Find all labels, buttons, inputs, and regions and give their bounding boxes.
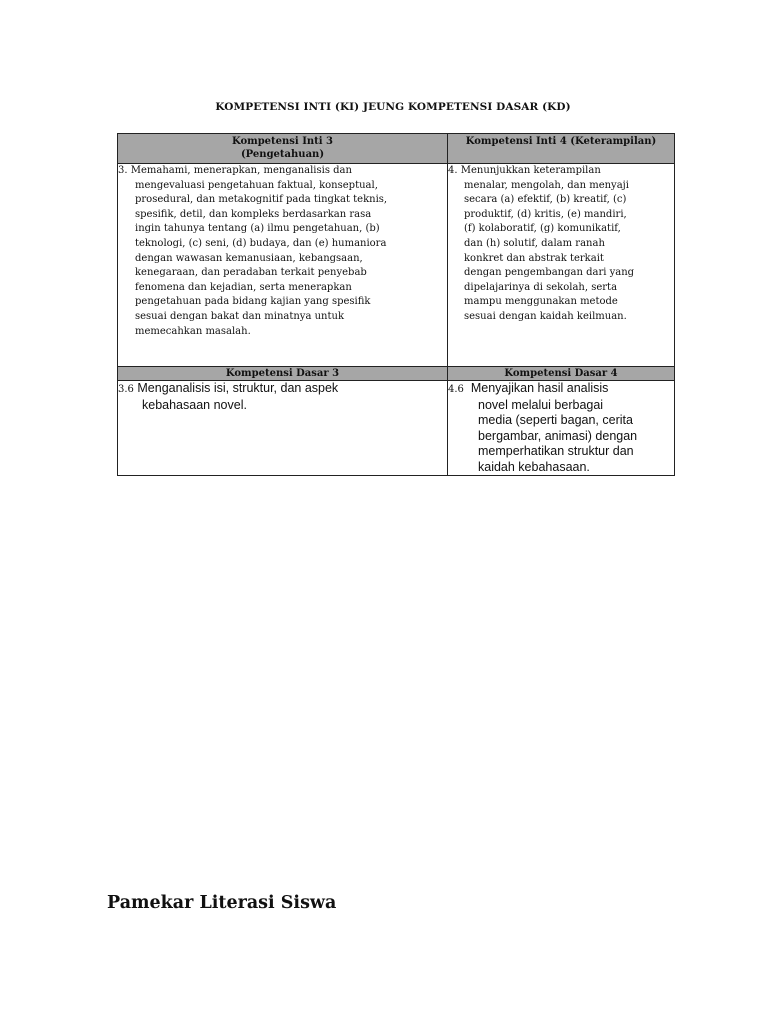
ki4-header xyxy=(448,134,675,164)
ki3-line: ingin tahunya tentang (a) ilmu pengetahuan, (b) xyxy=(135,223,380,235)
kd3-line: kebahasaan novel. xyxy=(142,397,247,412)
kd4-description xyxy=(448,381,675,476)
ki4-line: 4. Menunjukkan keterampilan xyxy=(448,165,601,176)
ki4-line: mampu menggunakan metode xyxy=(464,296,618,308)
ki3-line: teknologi, (c) seni, (d) budaya, dan (e) humaniora xyxy=(135,237,387,249)
ki3-header-line-1: Kompetensi Inti 3 xyxy=(231,136,334,147)
document-title: KOMPETENSI INTI (KI) JEUNG KOMPETENSI DASAR (KD) xyxy=(215,101,571,113)
ki3-line: 3. Memahami, menerapkan, menganalisis dan xyxy=(118,165,352,176)
ki4-line: produktif, (d) kritis, (e) mandiri, xyxy=(464,208,627,220)
kd3-number: 3.6 xyxy=(118,384,134,395)
kd4-header: Kompetensi Dasar 4 xyxy=(448,367,675,381)
ki3-line: sesuai dengan bakat dan minatnya untuk xyxy=(135,310,344,322)
ki3-line: pengetahuan pada bidang kajian yang spesifik xyxy=(135,296,371,308)
ki3-line: prosedural, dan metakognitif pada tingkat teknis, xyxy=(135,194,388,206)
ki3-header xyxy=(118,134,448,164)
ki3-line: kenegaraan, dan peradaban terkait penyebab xyxy=(135,267,367,279)
kd4-line: memperhatikan struktur dan xyxy=(478,444,634,458)
ki4-line: (f) kolaboratif, (g) komunikatif, xyxy=(464,223,621,235)
ki3-line: fenomena dan kejadian, serta menerapkan xyxy=(135,281,352,293)
ki4-header-text: Kompetensi Inti 4 (Keterampilan) xyxy=(465,136,657,147)
ki4-line: secara (a) efektif, (b) kreatif, (c) xyxy=(464,194,627,206)
ki-body-row xyxy=(118,164,675,367)
competency-table xyxy=(117,133,675,476)
section-heading: Pamekar Literasi Siswa xyxy=(107,893,337,913)
kd-header-row xyxy=(118,367,675,381)
kd4-line: bergambar, animasi) dengan xyxy=(478,428,638,443)
ki3-line: spesifik, detil, dan kompleks berdasarkan rasa xyxy=(135,208,372,220)
ki3-line: memecahkan masalah. xyxy=(135,325,251,337)
kd3-description xyxy=(118,381,448,476)
kd4-line: media (seperti bagan, cerita xyxy=(478,413,633,427)
ki4-line: menalar, mengolah, dan menyaji xyxy=(464,179,629,191)
ki3-description xyxy=(118,164,448,367)
kd3-header: Kompetensi Dasar 3 xyxy=(118,367,448,381)
ki-header-row xyxy=(118,134,675,164)
kd3-line: Menganalisis isi, struktur, dan aspek xyxy=(137,381,339,395)
ki4-description xyxy=(448,164,675,367)
ki4-line: konkret dan abstrak terkait xyxy=(464,252,604,264)
ki4-line: dan (h) solutif, dalam ranah xyxy=(464,237,605,249)
ki3-line: mengevaluasi pengetahuan faktual, konseptual, xyxy=(135,179,378,191)
ki4-line: dengan pengembangan dari yang xyxy=(464,267,635,279)
kd4-line: Menyajikan hasil analisis xyxy=(470,381,609,395)
ki4-line: sesuai dengan kaidah keilmuan. xyxy=(464,310,627,322)
kd4-line: kaidah kebahasaan. xyxy=(478,459,590,474)
ki3-header-line-2: (Pengetahuan) xyxy=(240,149,325,160)
kd4-line: novel melalui berbagai xyxy=(478,397,604,412)
ki4-line: dipelajarinya di sekolah, serta xyxy=(464,281,618,293)
kd4-number: 4.6 xyxy=(448,384,464,395)
ki3-line: dengan wawasan kemanusiaan, kebangsaan, xyxy=(135,252,363,264)
kd-body-row xyxy=(118,381,675,476)
